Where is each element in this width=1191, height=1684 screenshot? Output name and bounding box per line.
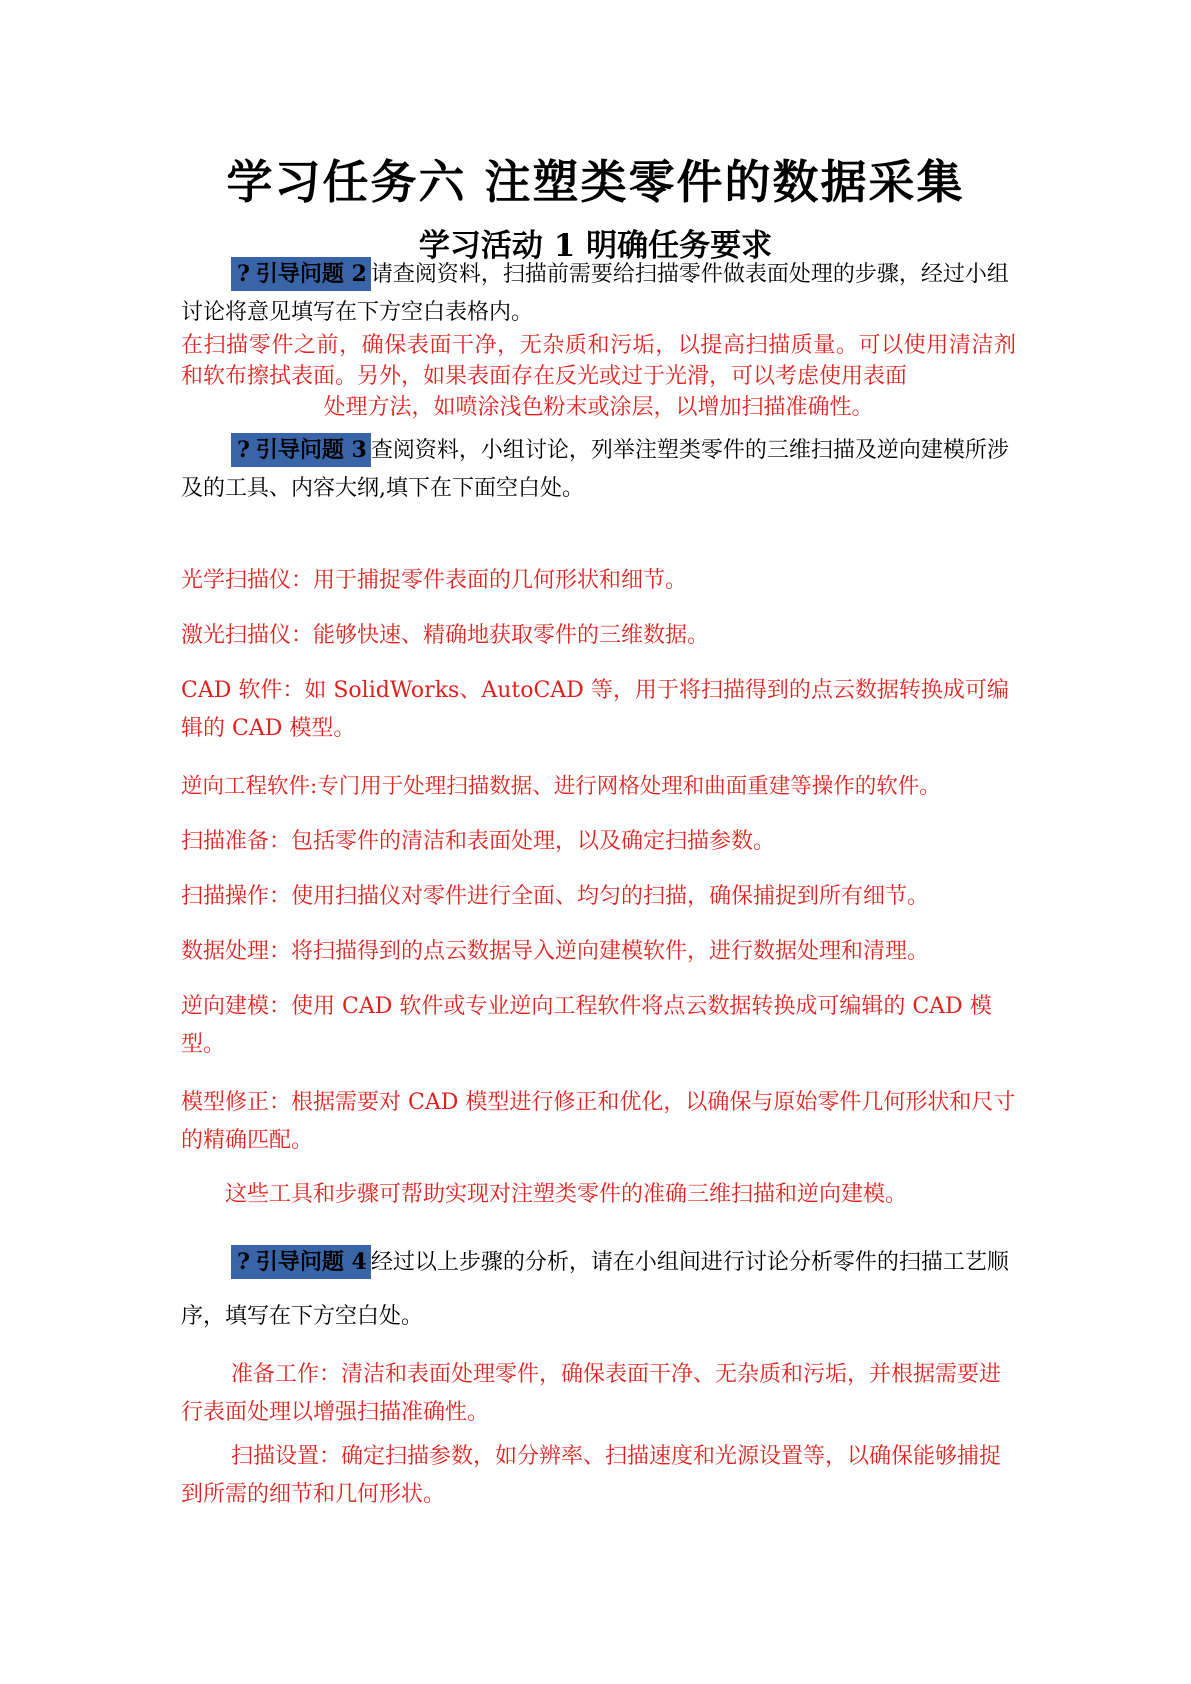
page-title: 学习任务六 注塑类零件的数据采集 xyxy=(226,155,965,209)
question-mark-icon: ? xyxy=(237,261,250,287)
question-2-badge xyxy=(231,257,371,291)
question-2-answer xyxy=(181,330,1016,423)
answer-item-1: 光学扫描仪：用于捕捉零件表面的几何形状和细节。 xyxy=(181,568,688,593)
question-3 xyxy=(181,432,1016,508)
answer-item-4: 逆向工程软件:专门用于处理扫描数据、进行网格处理和曲面重建等操作的软件。 xyxy=(181,774,941,799)
answer-summary: 这些工具和步骤可帮助实现对注塑类零件的准确三维扫描和逆向建模。 xyxy=(225,1182,908,1207)
question-4-badge xyxy=(231,1245,371,1279)
question-4-prompt: 经过以上步骤的分析，请在小组间进行讨论分析零件的扫描工艺顺序，填写在下方空白处。 xyxy=(181,1250,1009,1329)
answer-item-3: CAD 软件：如 SolidWorks、AutoCAD 等，用于将扫描得到的点云数据转换成可编辑的 CAD 模型。 xyxy=(181,678,1009,741)
process-step-1: 准备工作：清洁和表面处理零件，确保表面干净、无杂质和污垢，并根据需要进行表面处理以增强扫描准确性。 xyxy=(181,1362,1002,1425)
answer-item-8: 逆向建模：使用 CAD 软件或专业逆向工程软件将点云数据转换成可编辑的 CAD 模型。 xyxy=(181,994,992,1057)
answer-item-6: 扫描操作：使用扫描仪对零件进行全面、均匀的扫描，确保捕捉到所有细节。 xyxy=(181,884,930,909)
answer-item-9: 模型修正：根据需要对 CAD 模型进行修正和优化，以确保与原始零件几何形状和尺寸的精确匹配。 xyxy=(181,1090,1016,1153)
question-4-label: 引导问题 4 xyxy=(255,1249,367,1275)
question-mark-icon: ? xyxy=(237,437,250,463)
page-subtitle: 学习活动 1 明确任务要求 xyxy=(418,228,773,264)
question-2-label: 引导问题 2 xyxy=(255,261,367,287)
question-3-prompt: 查阅资料，小组讨论，列举注塑类零件的三维扫描及逆向建模所涉及的工具、内容大纲,填下在下面空白处。 xyxy=(181,438,1009,501)
question-4 xyxy=(181,1236,1016,1344)
question-2-prompt: 请查阅资料，扫描前需要给扫描零件做表面处理的步骤，经过小组讨论将意见填写在下方空白表格内。 xyxy=(181,262,1009,325)
answer-item-2: 激光扫描仪：能够快速、精确地获取零件的三维数据。 xyxy=(181,623,710,648)
question-3-label: 引导问题 3 xyxy=(255,437,367,463)
question-2-answer-line-1: 在扫描零件之前，确保表面干净，无杂质和污垢，以提高扫描质量。可以使用清洁剂和软布擦拭表面。另外，如果表面存在反光或过于光滑，可以考虑使用表面 xyxy=(181,333,1016,389)
process-step-2: 扫描设置：确定扫描参数，如分辨率、扫描速度和光源设置等，以确保能够捕捉到所需的细节和几何形状。 xyxy=(181,1444,1002,1507)
question-mark-icon: ? xyxy=(237,1249,250,1275)
answer-item-5: 扫描准备：包括零件的清洁和表面处理，以及确定扫描参数。 xyxy=(181,829,776,854)
question-2-answer-line-2: 处理方法，如喷涂浅色粉末或涂层，以增加扫描准确性。 xyxy=(323,395,874,420)
question-2 xyxy=(181,256,1016,332)
question-3-badge xyxy=(231,433,371,467)
answer-item-7: 数据处理：将扫描得到的点云数据导入逆向建模软件，进行数据处理和清理。 xyxy=(181,939,930,964)
